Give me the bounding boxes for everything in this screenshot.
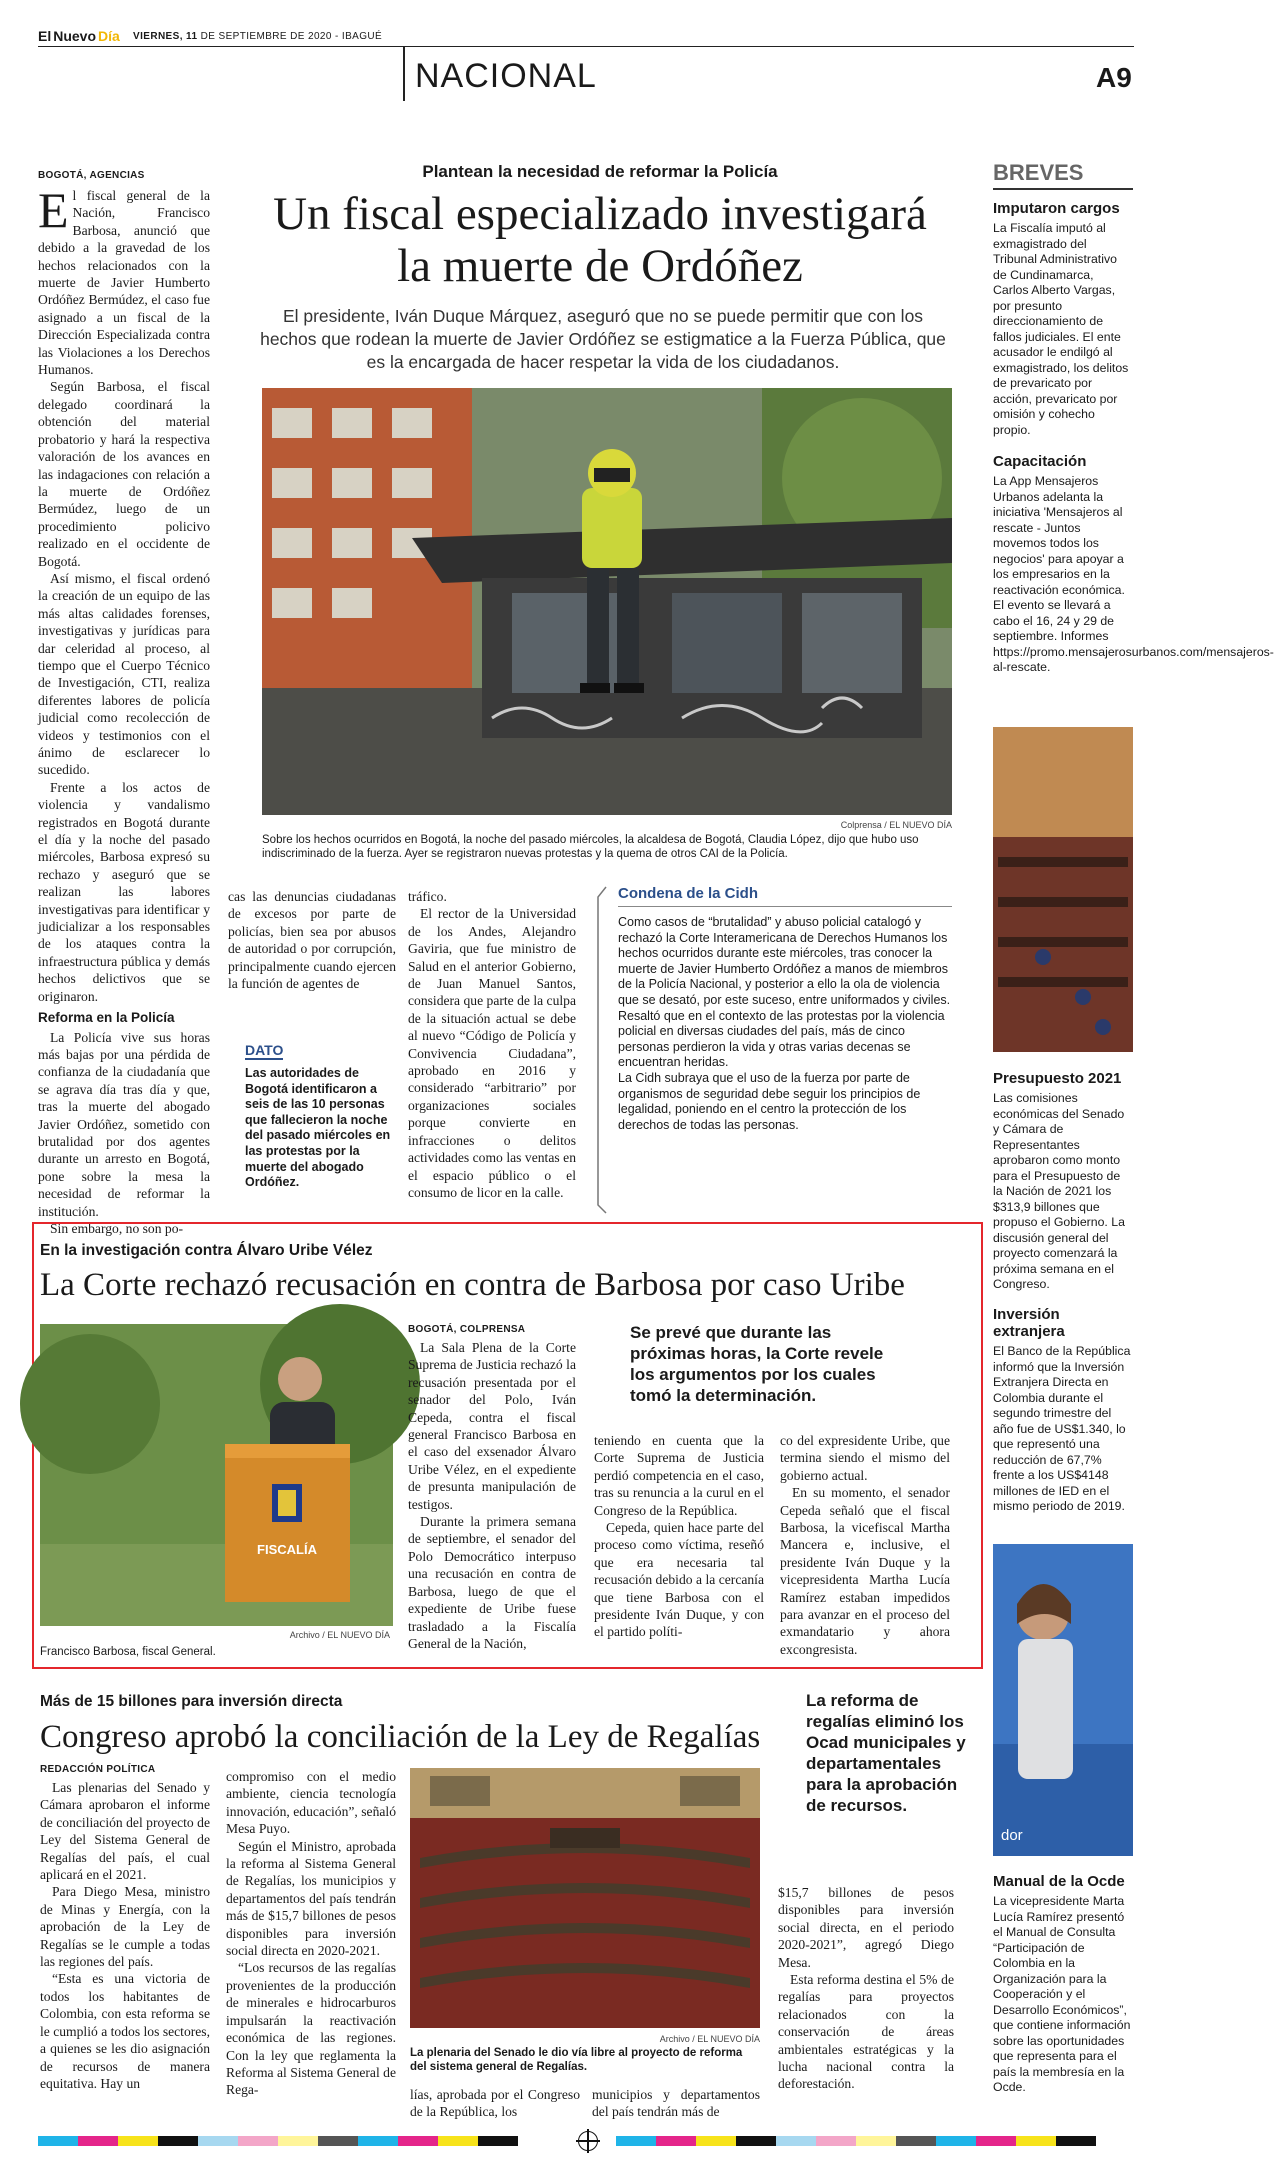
corte-col3-p1: co del expresidente Uribe, que termina siendo el mismo del gobierno actual.: [780, 1433, 950, 1483]
barbosa-photo: [40, 1324, 393, 1626]
regalias-col4: [592, 2086, 760, 2121]
vicepresident-photo: [993, 1544, 1133, 1856]
corte-photo: [40, 1324, 393, 1626]
brand-nuevo: Nuevo: [53, 28, 97, 44]
regalias-col1: [40, 1764, 210, 2129]
regalias-col5-p1: $15,7 billones de pesos disponibles para inversión social directa, en el periodo 2020-2021”, agregó Diego Mesa.: [778, 1885, 954, 1970]
breve-2-text: La App Mensajeros Urbanos adelanta la iniciativa 'Mensajeros al rescate - Juntos movemos todos los negocios' para apoyar a los empresarios en la reactivación económica. El evento se llevará a cabo el 16, 24 y 29 de septiembre. Informes https://promo.mensajerosurbanos.com/mensajeros-al-rescate.: [993, 474, 1274, 674]
regalias-kicker: Más de 15 billones para inversión directa: [40, 1693, 343, 1710]
regalias-caption: La plenaria del Senado le dio vía libre al proyecto de reforma del sistema general de Regalías.: [410, 2047, 743, 2073]
corte-col3: [780, 1432, 950, 1658]
regalias-photo: [410, 1768, 760, 2028]
corte-caption: Francisco Barbosa, fiscal General.: [40, 1646, 216, 1658]
fiscal-kicker: Plantean la necesidad de reformar la Policía: [422, 162, 778, 181]
breve-5: [993, 1873, 1131, 2096]
brand-el: El: [38, 28, 52, 44]
regalias-col3: [410, 2086, 580, 2121]
breve-3-text: Las comisiones económicas del Senado y Cámara de Representantes aprobaron como monto para el Presupuesto de la Nación de 2021 los $313,9 billones que propuso el Gobierno. La discusión general del proyecto comenzará la próxima semana en el Congreso.: [993, 1091, 1125, 1291]
corte-photo-credit: Archivo / EL NUEVO DÍA: [289, 1630, 390, 1640]
dato-box: [245, 1040, 395, 1191]
regalias-headline: Congreso aprobó la conciliación de la Ley de Regalías: [40, 1719, 761, 1755]
regalias-photo-credit: Archivo / EL NUEVO DÍA: [659, 2034, 760, 2044]
corte-col2-p1: teniendo en cuenta que la Corte Suprema de Justicia perdió competencia en el caso, tras su renuncia a la curul en el Congreso de la República.: [594, 1433, 764, 1518]
regalias-col1-p2: Para Diego Mesa, ministro de Minas y Energía, con la aprobación de la Ley de Regalías se le cumple a todas las regiones del país.: [40, 1884, 210, 1970]
breve-5-title: Manual de la Ocde: [993, 1873, 1125, 1890]
fiscal-headline-line1: Un fiscal especializado investigará: [273, 188, 927, 240]
cidh-title: Condena de la Cidh: [618, 885, 952, 907]
fiscal-p1: l fiscal general de la Nación, Francisco Barbosa, anunció que debido a la gravedad de los hechos relacionados con la muerte de Javier Humberto Ordóñez Bermúdez, el caso fue asignado a un fiscal de la Dirección Especializada contra las Violaciones a los Derechos Humanos.: [38, 188, 210, 378]
regalias-col2-p3: “Los recursos de las regalías provenientes de la producción de minerales e hidrocarburos impulsarán la reactivación económica de las regiones. Con la ley que reglamenta la Reforma al Sistema General de Rega-: [226, 1960, 396, 2098]
corte-kicker: En la investigación contra Álvaro Uribe Vélez: [40, 1242, 373, 1259]
breve-4-title: Inversión extranjera: [993, 1306, 1065, 1340]
breve-2: [993, 453, 1274, 676]
corte-col2: [594, 1432, 764, 1641]
fiscal-p5: La Policía vive sus horas más bajas por una pérdida de confianza de la ciudadanía que se agrava día tras día y que, tras la muerte del abogado Javier Ordóñez, sometido con brutalidad por dos agentes durante un arresto en Bogotá, pone sobre la mesa la necesidad de reformar la institución.: [38, 1029, 210, 1219]
brand-dia: Día: [98, 28, 120, 44]
senate-photo: [410, 1768, 760, 2028]
regalias-col5: [778, 1884, 954, 2093]
fiscal-col3-p1: tráfico.: [408, 889, 447, 904]
regalias-col4-p1: municipios y departamentos del país tendrán más de: [592, 2087, 760, 2120]
page-number: A9: [1096, 62, 1132, 93]
cidh-bracket: [596, 885, 610, 1215]
fiscal-byline: BOGOTÁ, AGENCIAS: [38, 170, 145, 181]
dato-label: DATO: [245, 1042, 284, 1058]
dropcap: E: [38, 182, 69, 238]
breve-1-title: Imputaron cargos: [993, 200, 1120, 217]
header-rule: [38, 46, 1134, 47]
regalias-byline: REDACCIÓN POLÍTICA: [40, 1764, 156, 1775]
podium-text: FISCALÍA: [257, 1542, 317, 1557]
cidh-p1: Como casos de “brutalidad” y abuso policial catalogó y rechazó la Corte Interamericana de Derechos Humanos los hechos ocurridos durante este miércoles, tras conocer la muerte de Javier Humberto Ordóñez a manos de miembros de la Policía Nacional, y posterior a ello la ola de violencia que se desató, por este suceso, entre uniformados y civiles. Resaltó que en el contexto de las protestas por la violencia policial en diversas ciudades del país, más de cinco personas perdieron la vida y otras varias decenas se encuentran heridas.: [618, 915, 951, 1070]
breves-congress-photo: [993, 727, 1133, 1052]
section-divider: [403, 46, 405, 101]
fiscal-photo-credit: Colprensa / EL NUEVO DÍA: [840, 820, 952, 830]
dateline-rest: DE SEPTIEMBRE DE 2020 - IBAGUÉ: [200, 31, 383, 42]
corte-pull-quote: Se prevé que durante las próximas horas, la Corte revele los argumentos por los cuales tomó la determinación.: [630, 1323, 884, 1405]
corte-col3-p2: En su momento, el senador Cepeda señaló que el fiscal Barbosa, la vicefiscal Martha Mancera e, inclusive, el presidente Iván Duque y la vicepresidenta Martha Lucía Ramírez estaban impedidos para avanzar en el proceso del exmandatario y ahora excongresista.: [780, 1485, 950, 1657]
regalias-col1-p1: Las plenarias del Senado y Cámara aprobaron el informe de conciliación del proyecto de Ley del Sistema General de Regalías del país, el cual aplicará en el 2021.: [40, 1780, 210, 1883]
fiscal-col1: [38, 170, 210, 1236]
regalias-col2: [226, 1768, 396, 2128]
regalias-col3-p1: lías, aprobada por el Congreso de la República, los: [410, 2087, 580, 2120]
corte-byline: BOGOTÁ, COLPRENSA: [408, 1324, 526, 1335]
fiscal-subhead: Reforma en la Policía: [38, 1010, 175, 1026]
breve-1: [993, 200, 1131, 438]
breves-header: BREVES: [993, 160, 1133, 190]
fiscal-photo-caption: Sobre los hechos ocurridos en Bogotá, la noche del pasado miércoles, la alcaldesa de Bogotá, Claudia López, dijo que hubo uso indiscriminado de la fuerza. Ayer se registraron nuevas protestas y la quema de otros CAI de la Policía.: [262, 834, 919, 860]
fiscal-col1-text: [38, 182, 210, 1237]
police-cai-photo: [262, 388, 952, 815]
fiscal-main-photo: [262, 388, 952, 815]
breve-3-title: Presupuesto 2021: [993, 1070, 1122, 1087]
fiscal-col3-p2: El rector de la Universidad de los Andes, Alejandro Gaviria, que fue ministro de Salud en el anterior Gobierno, de Juan Manuel Santos, considera que parte de la culpa de la situación actual se debe al nuevo “Código de Policía y Convivencia Ciudadana”, aprobado en 2016 y considerado “arbitrario” por organizaciones sociales porque convierte en infracciones o delitos actividades como las ventas en el espacio público o el consumo de licor en la calle.: [408, 906, 576, 1200]
corte-col1-p1: La Sala Plena de la Corte Suprema de Justicia rechazó la recusación presentada por el senador del Polo, Iván Cepeda, contra el fiscal general Francisco Barbosa en el caso del exsenador Álvaro Uribe Vélez, en el expediente de presunta manipulación de testigos.: [408, 1340, 576, 1512]
cidh-box: [618, 885, 952, 1133]
masthead-brand: [38, 28, 120, 44]
corte-col1-p2: Durante la primera semana de septiembre, el senador del Polo Democrático interpuso una recusación en contra de Barbosa, luego de que el expediente de Uribe fuese trasladado a la Fiscalía General de la Nación,: [408, 1514, 576, 1651]
congress-chamber-photo: [993, 727, 1133, 1052]
breve-3: [993, 1070, 1131, 1293]
breve-4-text: El Banco de la República informó que la Inversión Extranjera Directa en Colombia durante el segundo trimestre del año fue de US$1.340, lo que representó una reducción de 67,7% frente a los US$4148 millones de IED en el mismo periodo de 2019.: [993, 1344, 1131, 1513]
breves-vp-photo: [993, 1544, 1133, 1856]
fiscal-p3: Así mismo, el fiscal ordenó la creación de un equipo de las más altas calidades forenses, investigativas y jurídicas para dar celeridad al proceso, al tiempo que el Cuerpo Técnico de Investigación, CTI, realiza diferentes labores de policía judicial como recolección de videos y testimonios con el ánimo de esclarecer lo sucedido.: [38, 570, 210, 778]
dateline: [133, 31, 382, 42]
breve-5-text: La vicepresidente Marta Lucía Ramírez presentó el Manual de Consulta “Participación de Colombia en la Organización para la Cooperación y el Desarrollo Económicos”, que contiene información sobre las oportunidades que representa para el país la membresía en la Ocde.: [993, 1894, 1131, 2094]
regalias-col2-p2: Según el Ministro, aprobada la reforma al Sistema General de Regalías, los municipios y departamentos del país tendrán más de $15,7 billones de pesos disponibles para inversión social directa en 2020-2021.: [226, 1838, 396, 1959]
regalias-col1-p3: “Esta es una victoria de todos los habitantes de Colombia, con esta reforma se le cumplió a todos los sectores, a quienes se les dio asignación de recursos de manera equitativa. Hay un: [40, 1971, 210, 2091]
fiscal-col3: [408, 888, 576, 1201]
fiscal-deck: El presidente, Iván Duque Márquez, aseguró que no se puede permitir que con los hechos que rodean la muerte de Javier Ordóñez se estigmatice a la Fuerza Pública, que es la encargada de hacer respetar la vida de los ciudadanos.: [260, 306, 946, 372]
section-title: NACIONAL: [415, 57, 597, 95]
fiscal-p2: Según Barbosa, el fiscal delegado coordinará la obtención del material probatorio y hará la respectiva valoración de los avances en las indagaciones con relación a la muerte de Ordóñez Bermúdez, luego de un procedimiento policivo realizado en el occidente de Bogotá.: [38, 379, 210, 569]
fiscal-headline-line2: la muerte de Ordóñez: [397, 240, 803, 292]
fiscal-col2: [228, 888, 396, 992]
regalias-col2-p1: compromiso con el medio ambiente, ciencia tecnología innovación, educación”, señaló Mesa Puyo.: [226, 1769, 396, 1837]
fiscal-headline: [228, 188, 972, 292]
vp-photo-text: dor: [1001, 1827, 1023, 1844]
fiscal-p4: Frente a los actos de violencia y vandalismo registrados en Bogotá durante el día y la noche del pasado miércoles, Barbosa expresó su rechazo y aseguró que se realizan las labores investigativas para identificar y judicializar a los responsables de los ataques contra la infraestructura pública y demás hechos delictivos que se originaron.: [38, 779, 210, 1004]
breve-4: [993, 1306, 1131, 1515]
breve-1-text: La Fiscalía imputó al exmagistrado del Tribunal Administrativo de Cundinamarca, Carlos Alberto Vargas, por presunto direccionamiento de fallos judiciales. El ente acusador le endilgó al exmagistrado, los delitos de prevaricato por acción, prevaricato por omisión y cohecho propio.: [993, 221, 1129, 437]
footer-color-bar-right: [616, 2136, 1136, 2146]
fiscal-p6: Sin embargo, no son po-: [50, 1220, 184, 1236]
corte-col1: [408, 1324, 576, 1652]
cidh-p2: La Cidh subraya que el uso de la fuerza por parte de organismos de seguridad debe seguir los principios de legalidad, poniendo en el centro la protección de los derechos de todas las personas.: [618, 1070, 921, 1132]
corte-headline: La Corte rechazó recusación en contra de Barbosa por caso Uribe: [40, 1267, 905, 1303]
regalias-pull-quote: La reforma de regalías eliminó los Ocad municipales y departamentales para la aprobación de recursos.: [806, 1691, 966, 1815]
corte-col2-p2: Cepeda, quien hace parte del proceso como víctima, reseñó que era necesaria tal recusación debido a la cercanía que tiene Barbosa con el presidente Iván Duque, y con el partido políti-: [594, 1520, 764, 1640]
footer-color-bar-left: [38, 2136, 558, 2146]
fiscal-col2-p1: cas las denuncias ciudadanas de excesos por parte de policías, bien sea por abusos de autoridad o por corrupción, principalmente cuando ejercen la función de agentes de: [228, 889, 396, 992]
breve-2-title: Capacitación: [993, 453, 1087, 470]
dato-text: Las autoridades de Bogotá identificaron a seis de las 10 personas que fallecieron la noche del pasado miércoles en las protestas por la muerte del abogado Ordóñez.: [245, 1066, 391, 1190]
regalias-col5-p2: Esta reforma destina el 5% de regalías para proyectos relacionados con la conservación de áreas ambientales estratégicas y la lucha nacional contra la deforestación.: [778, 1972, 954, 2092]
registration-mark: [578, 2131, 598, 2151]
dateline-day: VIERNES, 11: [133, 31, 198, 42]
